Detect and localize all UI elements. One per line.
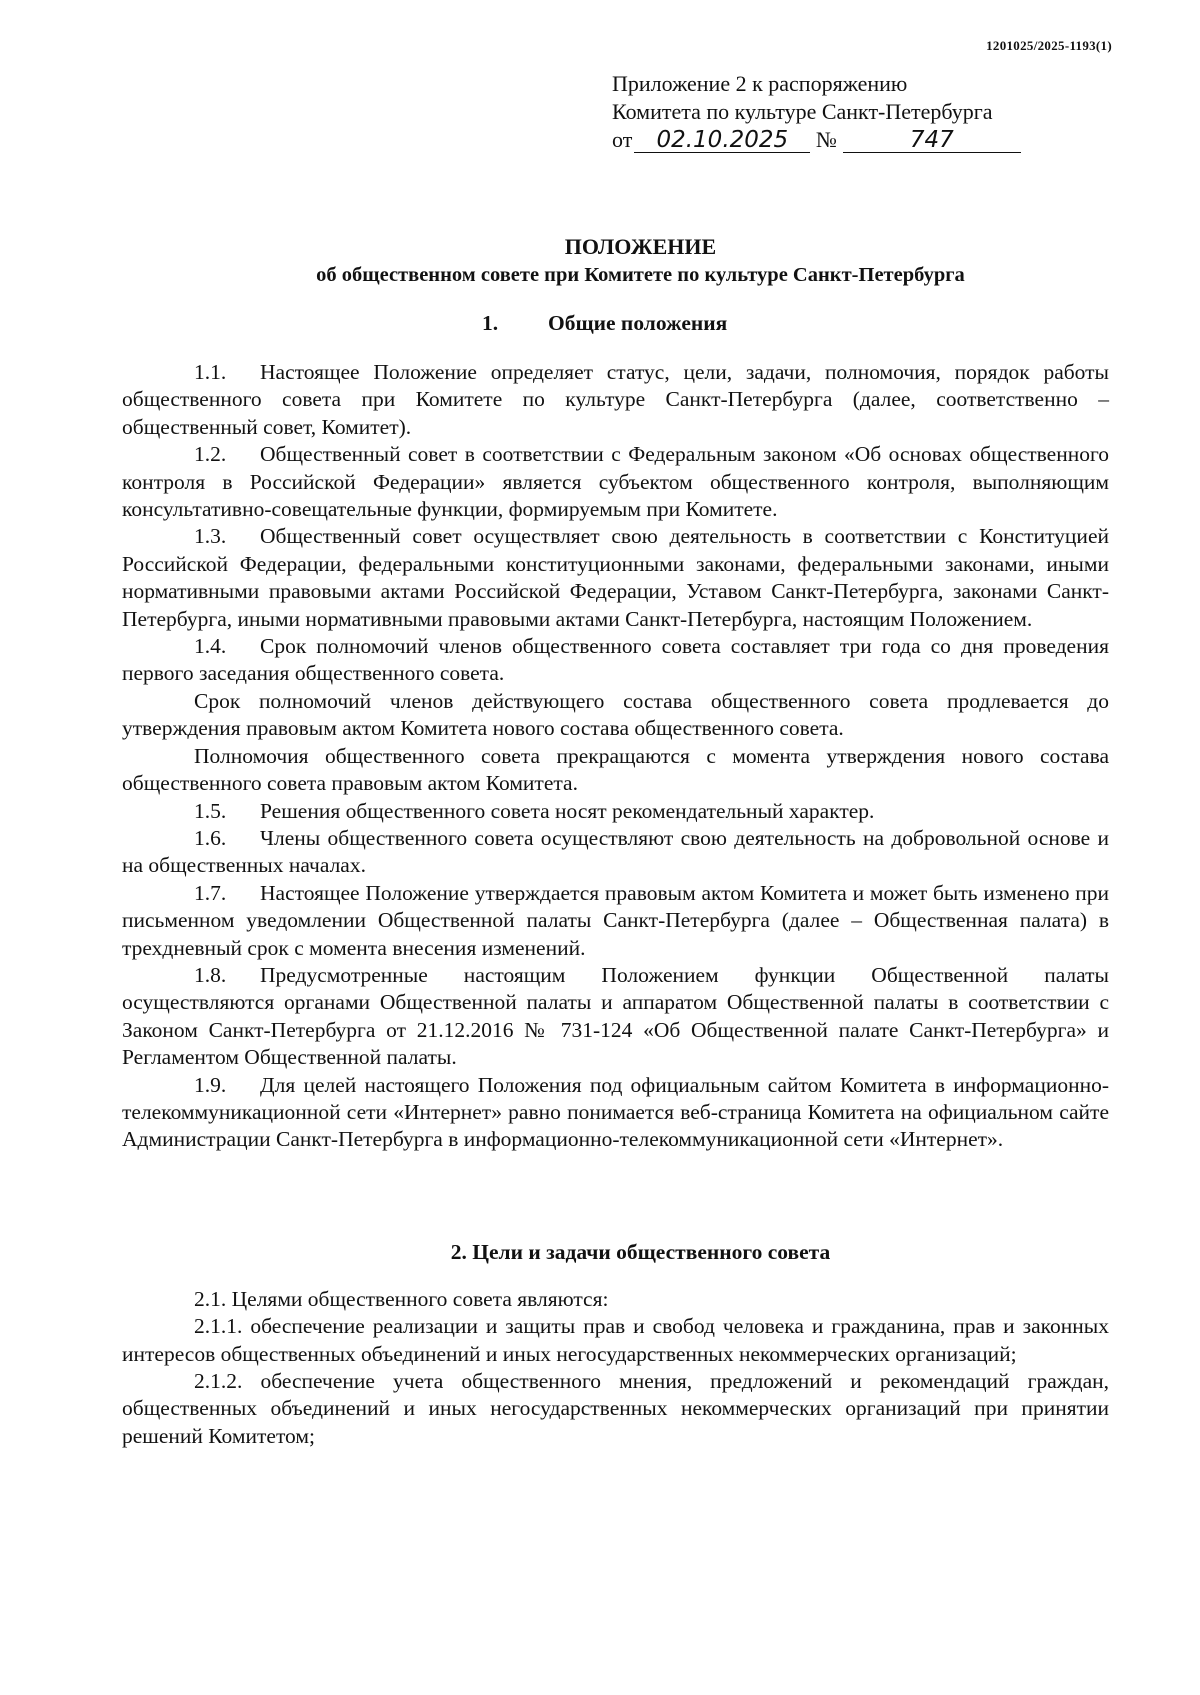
paragraph-number: 1.1. <box>194 360 227 384</box>
paragraph-text: Решения общественного совета носят рекомендательный характер. <box>260 798 875 823</box>
paragraph-text: Полномочия общественного совета прекращаются с момента утверждения нового состава общественного совета правовым актом Комитета. <box>122 743 1109 796</box>
paragraph-text: Общественный совет в соответствии с Федеральным законом «Об основах общественного контроля в Российской Федерации» является субъектом общественного контроля, выполняющим консультативно-совещательные функции, формируемым при Комитете. <box>122 442 1109 522</box>
section-1-number: 1. <box>482 311 499 335</box>
handwritten-date: 02.10.2025 <box>634 128 810 153</box>
paragraph-number: 1.5. <box>194 798 227 823</box>
paragraph-1-3 <box>122 523 1109 633</box>
section-1-heading <box>122 309 1109 337</box>
paragraph-2-1-2 <box>122 1368 1109 1450</box>
document-subtitle: об общественном совете при Комитете по культуре Санкт-Петербурга <box>316 264 965 286</box>
paragraph-text: Срок полномочий членов действующего состава общественного совета продлевается до утверждения правовым актом Комитета нового состава общественного совета. <box>122 688 1109 741</box>
paragraph-1-6 <box>122 825 1109 880</box>
paragraph-text: 2.1.1. обеспечение реализации и защиты прав и свобод человека и гражданина, прав и законных интересов общественных объединений и иных негосударственных некоммерческих организаций; <box>122 1314 1109 1366</box>
paragraph-text: Общественный совет осуществляет свою деятельность в соответствии с Конституцией Российской Федерации, федеральными конституционными законами, федеральными законами, иными нормативными правовыми актами Российской Федерации, Уставом Санкт-Петербурга, законами Санкт-Петербурга, иными нормативными правовыми актами Санкт-Петербурга, настоящим Положением. <box>122 524 1109 631</box>
paragraph-1-8 <box>122 962 1109 1072</box>
paragraph-1-4 <box>122 633 1109 688</box>
document-body <box>122 233 1109 1450</box>
from-label: от <box>612 127 633 152</box>
paragraph-1-7 <box>122 880 1109 962</box>
paragraph-text: 2.1.2. обеспечение учета общественного мнения, предложений и рекомендаций граждан, общественных объединений и иных негосударственных некоммерческих организаций при принятии решений Комитетом; <box>122 1369 1109 1448</box>
appendix-line-1: Приложение 2 к распоряжению <box>612 71 908 96</box>
number-label: № <box>815 127 837 152</box>
paragraph-text: Члены общественного совета осуществляют свою деятельность на добровольной основе и на общественных началах. <box>122 825 1109 878</box>
paragraph-1-5 <box>122 798 1109 825</box>
paragraph-number: 1.3. <box>194 524 227 549</box>
paragraph-1-1 <box>122 359 1109 441</box>
document-id: 1201025/2025-1193(1) <box>986 38 1112 53</box>
handwritten-number: 747 <box>843 128 1021 153</box>
paragraph-text: Настоящее Положение утверждается правовым актом Комитета и может быть изменено при письменном уведомлении Общественной палаты Санкт-Петербурга (далее – Общественная палата) в трехдневный срок с момента внесения изменений. <box>122 880 1109 960</box>
paragraph-1-4-b <box>122 743 1109 798</box>
paragraph-2-1 <box>122 1286 1109 1313</box>
paragraph-text: Срок полномочий членов общественного совета составляет три года со дня проведения первого заседания общественного совета. <box>122 634 1109 686</box>
paragraph-text: Настоящее Положение определяет статус, цели, задачи, полномочия, порядок работы общественного совета при Комитете по культуре Санкт-Петербурга (далее, соответственно – общественный совет, Комитет). <box>122 360 1109 439</box>
paragraph-1-4-a <box>122 688 1109 743</box>
paragraph-2-1-1 <box>122 1313 1109 1368</box>
paragraph-number: 1.9. <box>194 1072 227 1097</box>
section-2-heading: 2. Цели и задачи общественного совета <box>450 1239 831 1264</box>
paragraph-text: Предусмотренные настоящим Положением функции Общественной палаты осуществляются органами Общественной палаты и аппаратом Общественной палаты в соответствии с Законом Санкт-Петербурга от 21.12.2016 № 731-124 «Об Общественной палате Санкт-Петербурга» и Регламентом Общественной палаты. <box>122 962 1109 1070</box>
section-1-title: Общие положения <box>548 311 728 335</box>
appendix-block <box>612 70 1021 154</box>
paragraph-1-9 <box>122 1072 1109 1154</box>
paragraph-text: Для целей настоящего Положения под официальным сайтом Комитета в информационно-телекоммуникационной сети «Интернет» равно понимается веб-страница Комитета на официальном сайте Администрации Санкт-Петербурга в информационно-телекоммуникационной сети «Интернет». <box>122 1072 1109 1152</box>
document-title: ПОЛОЖЕНИЕ <box>564 234 717 259</box>
paragraph-number: 1.8. <box>194 962 227 987</box>
paragraph-number: 1.4. <box>194 634 227 659</box>
paragraph-number: 1.6. <box>194 825 227 850</box>
appendix-date-line <box>612 126 1021 154</box>
paragraph-number: 1.7. <box>194 880 227 905</box>
paragraph-text: 2.1. Целями общественного совета являются: <box>194 1286 609 1311</box>
appendix-line-2: Комитета по культуре Санкт-Петербурга <box>612 99 993 124</box>
paragraph-1-2 <box>122 441 1109 523</box>
paragraph-number: 1.2. <box>194 442 227 467</box>
